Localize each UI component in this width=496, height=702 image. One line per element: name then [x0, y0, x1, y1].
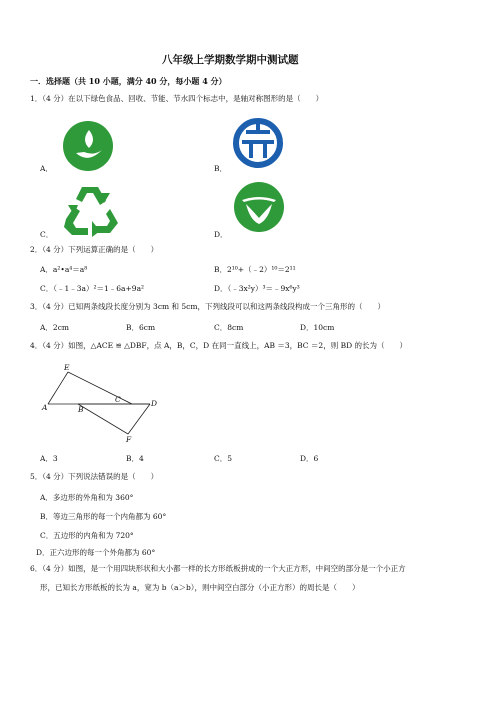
q5-option-b: B．等边三角形的每一个内角都为 60°	[40, 512, 167, 521]
question-6-stem-line1: 6．（4 分）如图，是一个用四块形状和大小都一样的长方形纸板拼成的一个大正方形，中间空的部分是一个小正方	[30, 564, 406, 573]
q1-option-d: D．	[214, 230, 228, 239]
q4-option-c: C．5	[214, 454, 233, 463]
green-food-logo-icon	[62, 120, 114, 172]
question-3-stem: 3．（4 分）已知两条线段长度分别为 3cm 和 5cm，下列线段可以和这两条线段构成一个三角形的（ ）	[30, 302, 385, 311]
q4-option-b: B．4	[126, 454, 144, 463]
q3-option-c: C．8cm	[214, 323, 244, 332]
question-2-stem: 2．（4 分）下列运算正确的是（ ）	[30, 245, 159, 254]
q4-option-d: D．6	[300, 454, 319, 463]
point-D-label: D	[151, 399, 158, 408]
q5-option-c: C．五边形的内角和为 720°	[40, 531, 134, 540]
section-heading: 一．选择题（共 10 小题，满分 40 分，每小题 4 分）	[30, 76, 227, 86]
page-title: 八年级上学期数学期中测试题	[162, 54, 299, 66]
q3-option-a: A．2cm	[40, 323, 70, 332]
q5-option-a: A．多边形的外角和为 360°	[40, 493, 134, 502]
water-saving-logo-icon	[232, 116, 284, 170]
question-1-stem: 1．（4 分）在以下绿色食品、回收、节能、节水四个标志中，是轴对称图形的是（ ）	[30, 94, 324, 103]
question-4-stem: 4．（4 分）如图，△ACE ≌ △DBF，点 A，B，C，D 在同一直线上，AB ＝3，BC ＝2，则 BD 的长为（ ）	[30, 341, 407, 350]
q5-option-d: D．正六边形的每一个外角都为 60°	[36, 548, 156, 557]
point-C-label: C	[115, 395, 121, 404]
question-5-stem: 5．（4 分）下列说法错误的是（ ）	[30, 472, 159, 481]
q2-option-c: C．（﹣1﹣3a）²＝1﹣6a+9a²	[40, 284, 145, 293]
q2-option-b: B．2¹⁰+（﹣2）¹⁰＝2¹¹	[214, 265, 296, 274]
q3-option-d: D．10cm	[300, 323, 335, 332]
point-F-label: F	[126, 435, 132, 444]
point-B-label: B	[78, 405, 84, 414]
q1-option-b: B．	[214, 164, 228, 173]
q1-option-c: C．	[40, 230, 54, 239]
question-6-stem-line2: 形，已知长方形纸板的长为 a，宽为 b（a＞b），则中间空白部分（小正方形）的周长是（ ）	[40, 583, 360, 592]
point-E-label: E	[64, 363, 70, 372]
q2-option-d: D．（﹣3x²y）³＝﹣9x⁶y³	[214, 284, 300, 293]
q1-option-a: A．	[40, 164, 53, 173]
q2-option-a: A．a²•a⁴＝a⁸	[40, 265, 88, 274]
energy-saving-logo-icon	[232, 180, 286, 234]
q4-option-a: A．3	[40, 454, 58, 463]
point-A-label: A	[42, 403, 48, 412]
recycle-logo-icon	[62, 183, 118, 235]
q3-option-b: B．6cm	[126, 323, 156, 332]
